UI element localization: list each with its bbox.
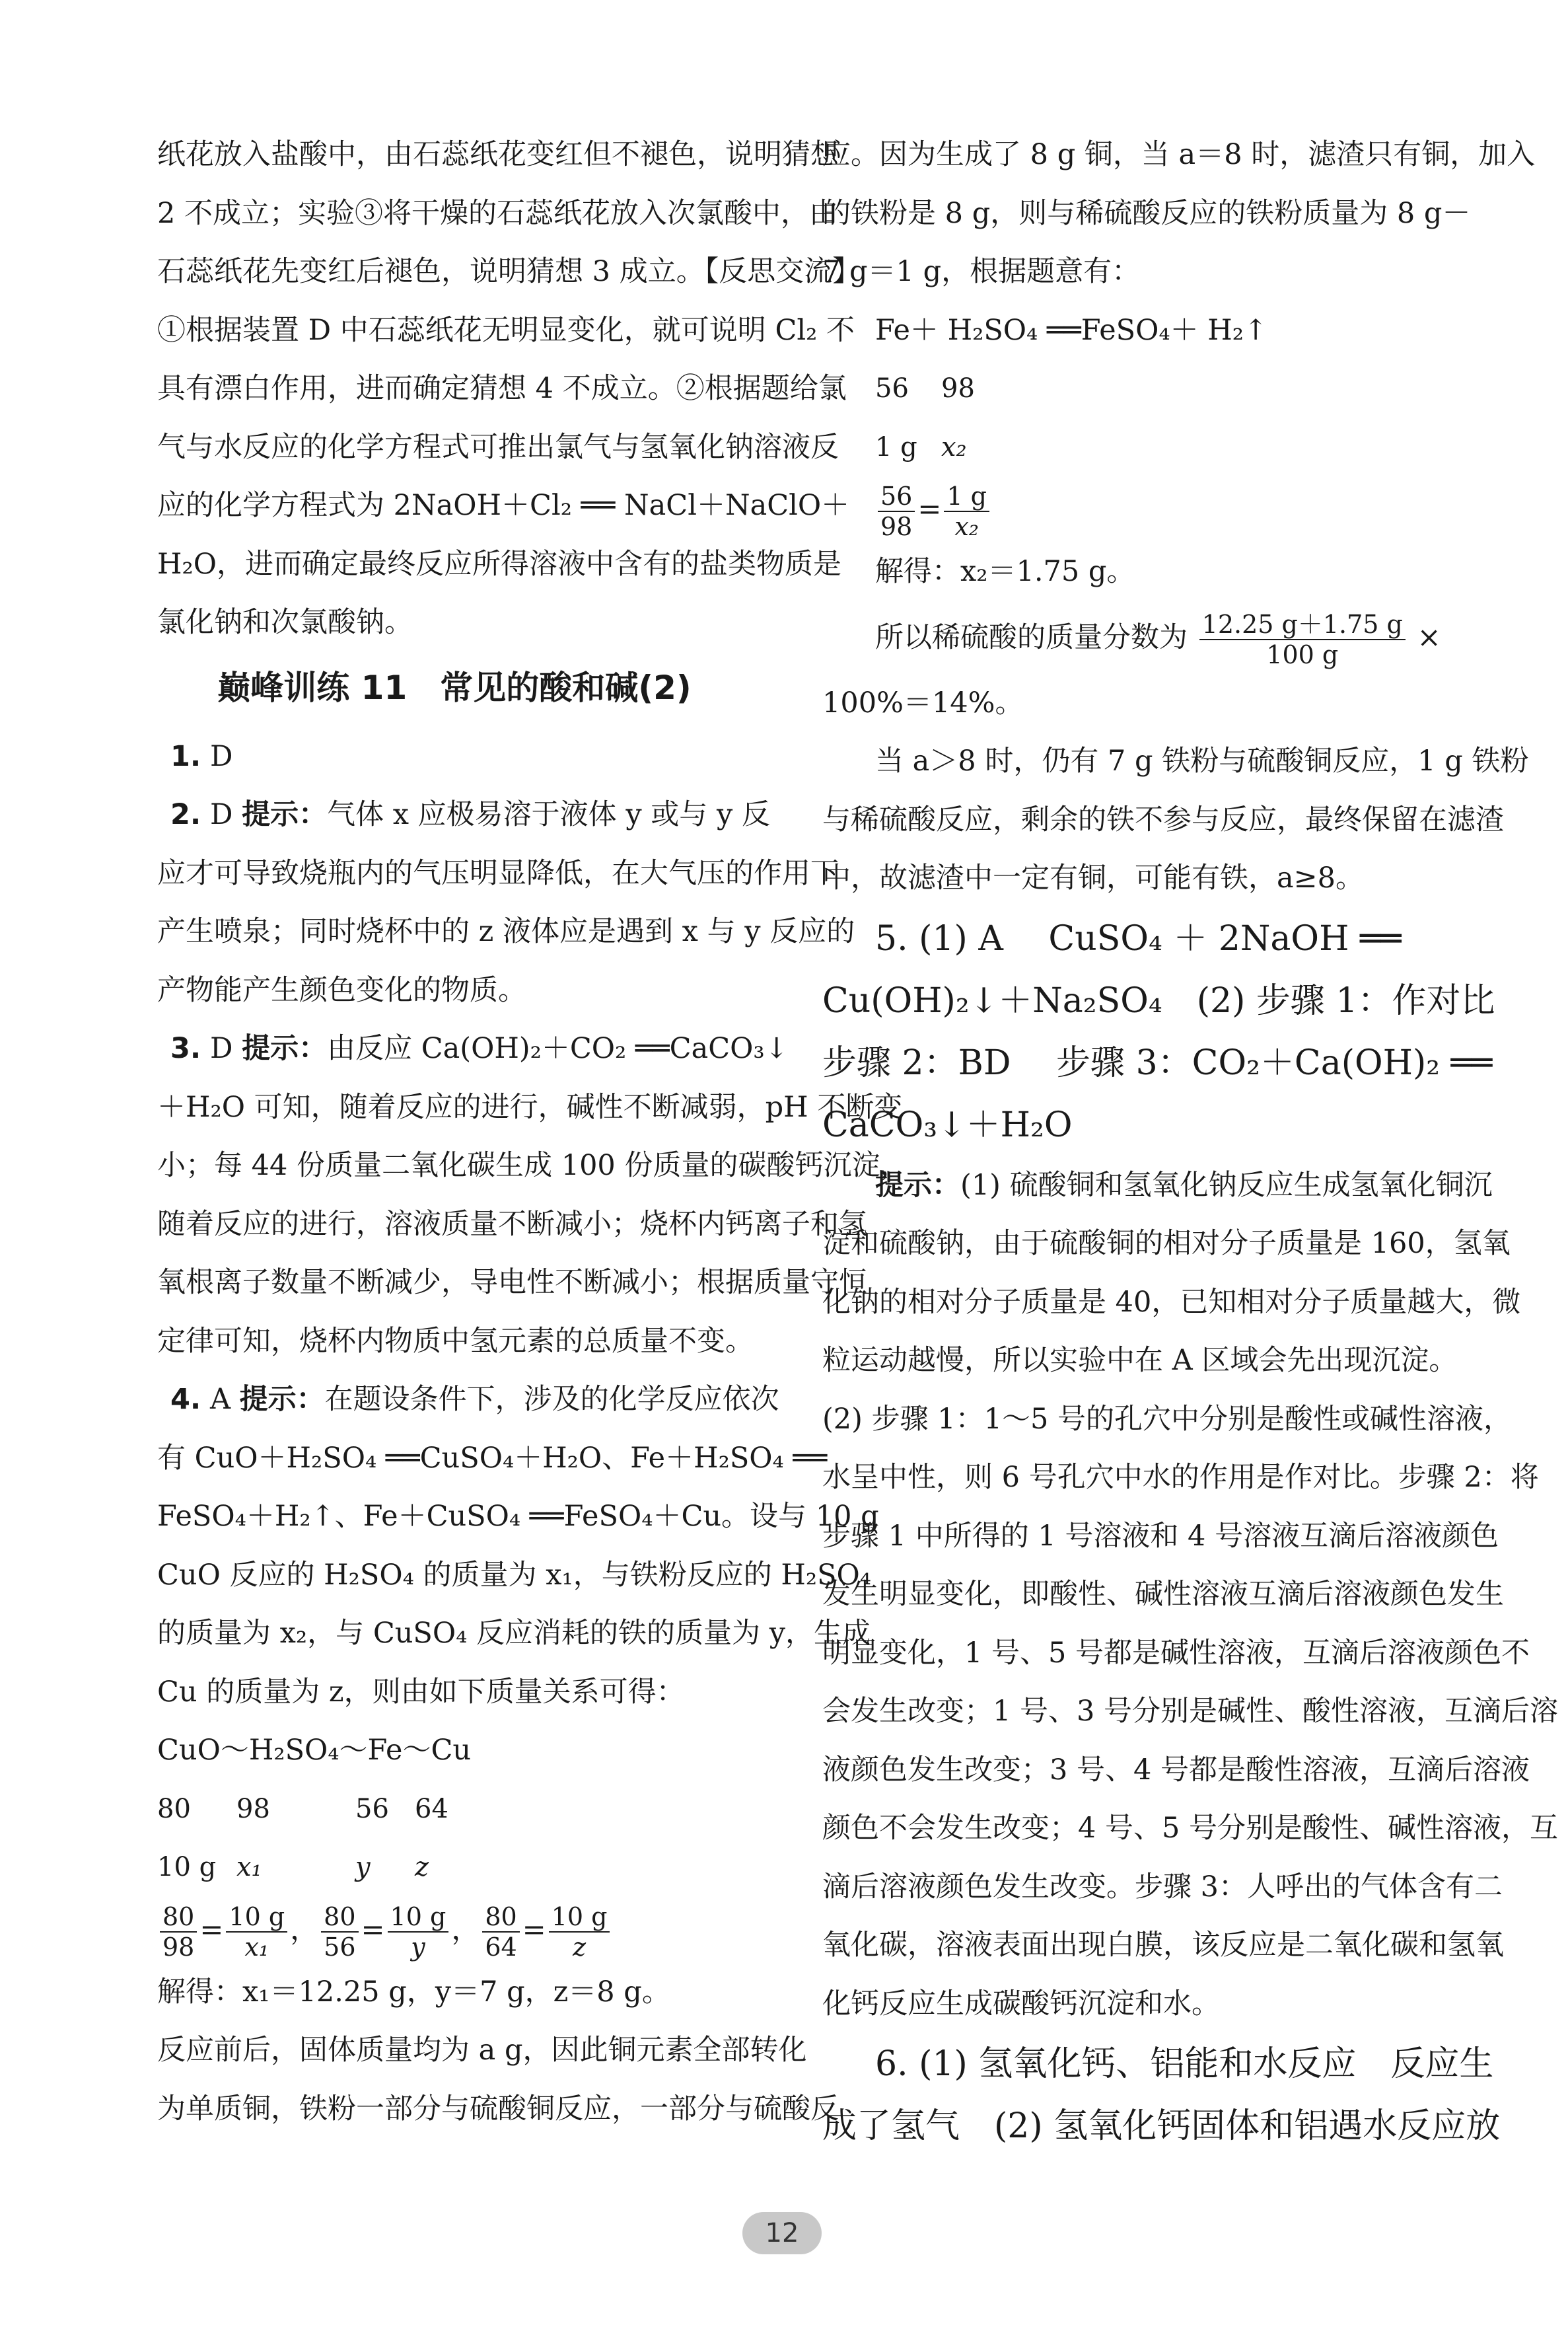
section-title: 巅峰训练 11 常见的酸和碱(2) (217, 668, 692, 707)
text-line: CuO 反应的 H₂SO₄ 的质量为 x₁，与铁粉反应的 H₂SO₄ (157, 1558, 872, 1592)
hint-label: 提示： (875, 1168, 960, 1202)
denominator: 98 (880, 512, 913, 541)
hint-label: 提示： (242, 1032, 328, 1065)
text-line: 7 g＝1 g，根据题意有： (822, 255, 1141, 288)
numerator: 1 g (944, 482, 989, 512)
hint-text: (1) 硫酸铜和氢氧化钠反应生成氢氧化铜沉 (960, 1168, 1493, 1202)
denominator: z (573, 1932, 587, 1962)
text-line: 产生喷泉；同时烧杯中的 z 液体应是遇到 x 与 y 反应的 (157, 915, 855, 948)
mass-fraction-line (822, 601, 1466, 674)
value: x₁ (236, 1852, 262, 1882)
mass-row (157, 1780, 752, 1839)
question-number: 1. (170, 739, 201, 773)
answer-2 (157, 786, 770, 844)
fraction (482, 1902, 519, 1962)
hint-label: 提示： (242, 798, 328, 831)
value: 64 (415, 1793, 448, 1824)
text-line: 反应前后，固体质量均为 a g，因此铜元素全部转化 (157, 2034, 807, 2067)
denominator: 100 g (1266, 640, 1339, 669)
fraction (549, 1902, 610, 1962)
value: 80 (157, 1793, 191, 1824)
text-line: 淀和硫酸钠，由于硫酸铜的相对分子质量是 160，氢氧 (822, 1227, 1511, 1260)
value: y (355, 1852, 371, 1882)
answer-5-line: 步骤 2：BD 步骤 3：CO₂＋Ca(OH)₂ ══ (822, 1043, 1493, 1083)
answer-letter: D (209, 1032, 233, 1065)
mass-row (822, 418, 1466, 477)
text-line: FeSO₄＋H₂↑、Fe＋CuSO₄ ══FeSO₄＋Cu。设与 10 g (157, 1500, 879, 1533)
text-line: 液颜色发生改变；3 号、4 号都是酸性溶液，互滴后溶液 (822, 1753, 1530, 1787)
text-line: 会发生改变；1 号、3 号分别是碱性、酸性溶液，互滴后溶 (822, 1695, 1559, 1728)
text-line: 应。因为生成了 8 g 铜，当 a＝8 时，滤渣只有铜，加入 (822, 138, 1536, 171)
answer-letter: D (209, 739, 233, 773)
numerator: 10 g (388, 1902, 449, 1933)
times-sign: × (1417, 620, 1441, 654)
hint-text: 由反应 Ca(OH)₂＋CO₂ ══CaCO₃↓ (327, 1032, 789, 1065)
numerator: 80 (321, 1902, 358, 1933)
denominator: 64 (485, 1932, 517, 1962)
text-line: 水呈中性，则 6 号孔穴中水的作用是作对比。步骤 2：将 (822, 1461, 1539, 1494)
hint-text: 在题设条件下，涉及的化学反应依次 (324, 1383, 779, 1416)
denominator: y (411, 1932, 425, 1962)
text-line: 与稀硫酸反应，剩余的铁不参与反应，最终保留在滤渣 (822, 803, 1504, 836)
text-line: 化钙反应生成碳酸钙沉淀和水。 (822, 1987, 1220, 2020)
fraction (226, 1902, 287, 1962)
fraction (388, 1902, 449, 1962)
numerator: 80 (482, 1902, 519, 1933)
value: 1 g (875, 431, 917, 462)
answer-5-line: 5. (1) A CuSO₄ ＋ 2NaOH ══ (875, 918, 1402, 959)
text-line: 2 不成立；实验③将干燥的石蕊纸花放入次氯酸中，由 (157, 196, 838, 230)
text-line: 产物能产生颜色变化的物质。 (157, 973, 526, 1007)
answer-letter: D (209, 798, 233, 831)
text-line: 当 a＞8 时，仍有 7 g 铁粉与硫酸铜反应，1 g 铁粉 (875, 745, 1529, 778)
fraction (944, 482, 989, 541)
solution-line: 解得：x₁＝12.25 g，y＝7 g，z＝8 g。 (157, 1975, 670, 2009)
text: 所以稀硫酸的质量分数为 (875, 620, 1188, 654)
text-line: 氯化钠和次氯酸钠。 (157, 606, 413, 639)
text-line: 滴后溶液颜色发生改变。步骤 3：人呼出的气体含有二 (822, 1870, 1503, 1903)
mass-row (157, 1838, 752, 1897)
denominator: x₂ (954, 512, 980, 541)
question-number: 3. (170, 1032, 201, 1065)
answer-letter: A (209, 1383, 231, 1416)
answer-6-line: 6. (1) 氢氧化钙、铝能和水反应 反应生 (875, 2044, 1494, 2084)
text-line: 随着反应的进行，溶液质量不断减小；烧杯内钙离子和氢 (157, 1207, 867, 1241)
hint-text: 气体 x 应极易溶于液体 y 或与 y 反 (327, 798, 770, 831)
solution-line: 解得：x₂＝1.75 g。 (875, 555, 1135, 588)
numerator: 56 (878, 482, 915, 512)
denominator: x₁ (244, 1932, 269, 1962)
text-line: 明显变化，1 号、5 号都是碱性溶液，互滴后溶液颜色不 (822, 1636, 1530, 1670)
text-line: 颜色不会发生改变；4 号、5 号分别是酸性、碱性溶液，互 (822, 1812, 1559, 1845)
text-line: 应的化学方程式为 2NaOH＋Cl₂ ══ NaCl＋NaClO＋ (157, 489, 850, 522)
text-line: 纸花放入盐酸中，由石蕊纸花变红但不褪色，说明猜想 (157, 138, 839, 171)
fraction (1199, 610, 1406, 669)
text-line: 粒运动越慢，所以实验中在 A 区域会先出现沉淀。 (822, 1344, 1458, 1377)
numerator: 10 g (549, 1902, 610, 1933)
text-line: 步骤 1 中所得的 1 号溶液和 4 号溶液互滴后溶液颜色 (822, 1519, 1499, 1553)
text-line: 石蕊纸花先变红后褪色，说明猜想 3 成立。【反思交流】 (157, 255, 861, 288)
text-line: 具有漂白作用，进而确定猜想 4 不成立。②根据题给氯 (157, 372, 847, 405)
value: x₂ (941, 431, 967, 462)
fraction (321, 1902, 358, 1962)
text-line: 中，故滤渣中一定有铜，可能有铁，a≥8。 (822, 862, 1365, 895)
text-line: 有 CuO＋H₂SO₄ ══CuSO₄＋H₂O、Fe＋H₂SO₄ ══ (157, 1441, 828, 1475)
numerator: 10 g (226, 1902, 287, 1933)
text-line: 的铁粉是 8 g，则与稀硫酸反应的铁粉质量为 8 g－ (822, 196, 1471, 230)
equation: Fe＋ H₂SO₄ ══FeSO₄＋ H₂↑ (875, 313, 1268, 347)
hint-line (822, 1156, 1493, 1215)
numerator: 12.25 g＋1.75 g (1199, 610, 1406, 640)
answer-5-line: CaCO₃↓＋H₂O (822, 1105, 1073, 1145)
question-number: 2. (170, 798, 201, 831)
value: 98 (236, 1793, 270, 1824)
denominator: 56 (324, 1932, 356, 1962)
hint-label: 提示： (239, 1383, 325, 1416)
text-line: 100%＝14%。 (822, 686, 1024, 720)
fraction (160, 1902, 197, 1962)
answer-5-line: Cu(OH)₂↓＋Na₂SO₄ (2) 步骤 1：作对比 (822, 980, 1495, 1021)
value: z (415, 1852, 429, 1882)
value: 10 g (157, 1852, 217, 1882)
right-column (822, 126, 1559, 2157)
text-line: 气与水反应的化学方程式可推出氯气与氢氧化钠溶液反 (157, 430, 839, 464)
mass-row (822, 359, 1466, 418)
mass-relation: CuO～H₂SO₄～Fe～Cu (157, 1734, 472, 1767)
value: 56 (355, 1793, 389, 1824)
text-line: 定律可知，烧杯内物质中氢元素的总质量不变。 (157, 1324, 754, 1358)
denominator: 98 (162, 1932, 195, 1962)
text-line: 氧根离子数量不断减少，导电性不断减小；根据质量守恒 (157, 1266, 867, 1299)
answer-3 (157, 1019, 789, 1078)
text-line: 为单质铜，铁粉一部分与硫酸铜反应，一部分与硫酸反 (157, 2092, 839, 2125)
text-line: 小；每 44 份质量二氧化碳生成 100 份质量的碳酸钙沉淀， (157, 1149, 909, 1182)
text-line: ＋H₂O 可知，随着反应的进行，碱性不断减弱，pH 不断变 (157, 1090, 903, 1124)
answer-4 (157, 1370, 779, 1429)
answer-1 (157, 727, 752, 786)
page-number: 12 (742, 2212, 822, 2254)
text-line: Cu 的质量为 z，则由如下质量关系可得： (157, 1675, 685, 1709)
text-line: 氧化碳，溶液表面出现白膜，该反应是二氧化碳和氢氧 (822, 1929, 1504, 1962)
question-number: 4. (170, 1383, 201, 1416)
text-line: ①根据装置 D 中石蕊纸花无明显变化，就可说明 Cl₂ 不 (157, 313, 855, 347)
value: 56 (875, 373, 909, 404)
fraction (878, 482, 915, 541)
fraction-equations: $\frac{80}{98}$ = $\frac{10 g}{\text{x₁}}$ ， $\frac{80}{56}$ = $\frac{10 g}{y}$ ， $\frac{80}{64}$ = $\frac{10 g}{z}$ (157, 1897, 752, 1963)
answer-6-line: 成了氢气 (2) 氢氧化钙固体和铝遇水反应放 (822, 2106, 1501, 2146)
text-line: 应才可导致烧瓶内的气压明显降低，在大气压的作用下 (157, 856, 839, 890)
fraction-equation: $\frac{56}{98}$ = $\frac{1 g}{\text{x₂}}$ (822, 476, 1466, 542)
numerator: 80 (160, 1902, 197, 1933)
text-line: 化钠的相对分子质量是 40，已知相对分子质量越大，微 (822, 1285, 1521, 1319)
text-line: 发生明显变化，即酸性、碱性溶液互滴后溶液颜色发生 (822, 1578, 1504, 1611)
text-line: (2) 步骤 1：1～5 号的孔穴中分别是酸性或碱性溶液， (822, 1402, 1512, 1436)
value: 98 (941, 373, 975, 404)
text-line: H₂O，进而确定最终反应所得溶液中含有的盐类物质是 (157, 547, 841, 581)
text-line: 的质量为 x₂，与 CuSO₄ 反应消耗的铁的质量为 y，生成 (157, 1617, 871, 1650)
